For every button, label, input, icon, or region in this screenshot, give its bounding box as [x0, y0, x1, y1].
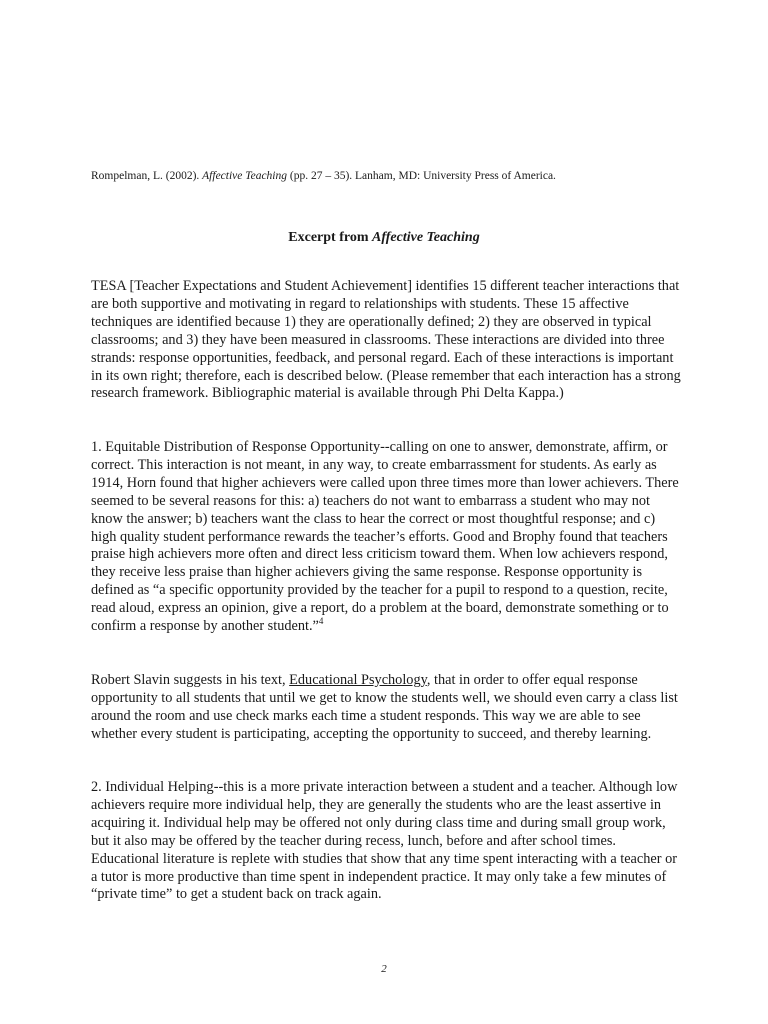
citation-prefix: Rompelman, L. (2002). — [91, 170, 203, 182]
paragraph-slavin-suffix: , that in order to offer equal response opportunity to all students that until we get to know the students well, we should even carry a class list around the room and use check marks each time a student responds. This way we are able to see whether every student is participating, accepting the opportunity to succeed, and thereby learning. — [91, 672, 678, 742]
heading-prefix: Excerpt from — [288, 230, 372, 245]
paragraph-response-opportunity-text: 1. Equitable Distribution of Response Opportunity--calling on one to answer, demonstrate, affirm, or correct. This interaction is not meant, in any way, to create embarrassment for students. As early as 1914, Horn found that higher achievers were called upon three times more than lower achievers. There seemed to be several reasons for this: a) teachers do not want to embarrass a student who may not know the answer; b) teachers want the class to hear the correct or most thoughtful response; and c) high quality student performance rewards the teacher’s efforts. Good and Brophy found that teachers praise high achievers more often and direct less criticism toward them. When low achievers respond, they receive less praise than higher achievers giving the same response. Response opportunity is defined as “a specific opportunity provided by the teacher for a pupil to respond to a question, recite, read aloud, express an opinion, give a report, do a problem at the board, demonstrate something or to confirm a response by another student.” — [91, 439, 679, 635]
paragraph-individual-helping: 2. Individual Helping--this is a more private interaction between a student and a teacher. Although low achievers require more individual help, they are generally the students who are the least assertive in acquiring it. Individual help may be offered not only during class time and during small group work, but it also may be offered by the teacher during recess, lunch, before and after school times. Educational literature is replete with studies that show that any time spent interacting with a teacher or a tutor is more productive than time spent in independent practice. It may only take a few minutes of “private time” to get a student back on track again. — [91, 779, 678, 903]
citation-book-title: Affective Teaching — [202, 170, 287, 182]
book-title-educational-psychology: Educational Psychology — [289, 672, 427, 688]
paragraph-slavin-prefix: Robert Slavin suggests in his text, — [91, 672, 290, 688]
paragraph-response-opportunity — [91, 439, 681, 636]
heading-book-title: Affective Teaching — [372, 230, 480, 245]
excerpt-heading — [0, 230, 768, 246]
page-number: 2 — [381, 963, 387, 975]
paragraph-slavin — [91, 672, 681, 744]
citation-suffix: (pp. 27 – 35). Lanham, MD: University Press of America. — [287, 170, 556, 182]
citation-line — [91, 170, 556, 182]
footnote-reference: 4 — [318, 616, 324, 627]
paragraph-tesa-intro: TESA [Teacher Expectations and Student Achievement] identifies 15 different teacher interactions that are both supportive and motivating in regard to relationships with students. These 15 affective techniques are identified because 1) they are operationally defined; 2) they are observed in typical classrooms; and 3) they have been measured in classrooms. These interactions are divided into three strands: response opportunities, feedback, and personal regard. Each of these interactions is important in its own right; therefore, each is described below. (Please remember that each interaction has a strong research framework. Bibliographic material is available through Phi Delta Kappa.) — [91, 278, 681, 402]
